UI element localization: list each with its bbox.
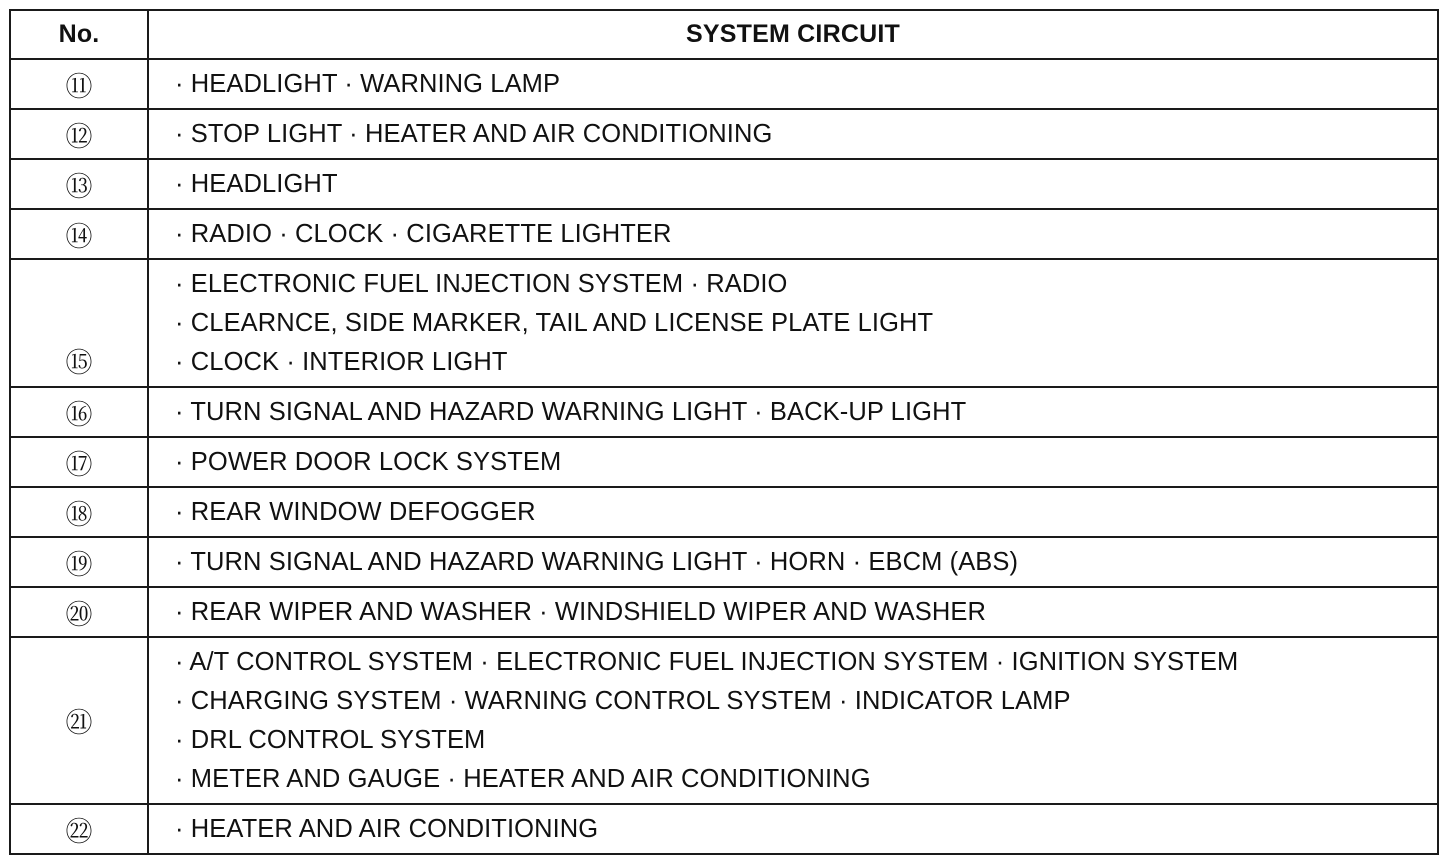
row-number: ⑬ [10, 159, 148, 209]
circuit-line: · TURN SIGNAL AND HAZARD WARNING LIGHT · HORN · EBCM (ABS) [175, 547, 1019, 576]
header-system-circuit: SYSTEM CIRCUIT [148, 10, 1438, 59]
table-row [10, 59, 1438, 109]
row-circuits [148, 487, 1438, 537]
row-number: ⑳ [10, 587, 148, 637]
row-number: ⑯ [10, 387, 148, 437]
circuit-line: · HEADLIGHT · WARNING LAMP [175, 69, 561, 98]
row-circuits [148, 159, 1438, 209]
header-no: No. [10, 10, 148, 59]
row-circuits [148, 109, 1438, 159]
circuit-line: · ELECTRONIC FUEL INJECTION SYSTEM · RADIO [175, 270, 788, 298]
table-header-row [10, 10, 1438, 59]
row-number: ⑭ [10, 209, 148, 259]
row-circuits [148, 59, 1438, 109]
system-circuit-table [9, 9, 1439, 855]
row-number: ㉑ [10, 637, 148, 804]
circuit-line: · REAR WIPER AND WASHER · WINDSHIELD WIPER AND WASHER [175, 597, 986, 626]
row-circuits [148, 637, 1438, 804]
circuit-line: · HEADLIGHT [175, 169, 338, 198]
circuit-line: · HEATER AND AIR CONDITIONING [175, 814, 599, 843]
table-row [10, 537, 1438, 587]
row-circuits [148, 537, 1438, 587]
row-circuits [148, 387, 1438, 437]
row-number: ⑮ [10, 259, 148, 387]
row-number: ⑫ [10, 109, 148, 159]
circuit-line: · STOP LIGHT · HEATER AND AIR CONDITIONING [175, 119, 773, 148]
row-number: ⑰ [10, 437, 148, 487]
circuit-line: · DRL CONTROL SYSTEM [175, 726, 486, 754]
circuit-line: · CLEARNCE, SIDE MARKER, TAIL AND LICENSE PLATE LIGHT [175, 309, 934, 337]
circuit-line: · TURN SIGNAL AND HAZARD WARNING LIGHT · BACK-UP LIGHT [175, 397, 967, 426]
table-row [10, 209, 1438, 259]
circuit-line: · CLOCK · INTERIOR LIGHT [175, 348, 508, 376]
table-row [10, 637, 1438, 804]
circuit-line: · POWER DOOR LOCK SYSTEM [175, 447, 562, 476]
table-row [10, 387, 1438, 437]
row-circuits [148, 259, 1438, 387]
circuit-line: · METER AND GAUGE · HEATER AND AIR CONDITIONING [175, 765, 871, 793]
table-row [10, 804, 1438, 854]
table-row [10, 159, 1438, 209]
circuit-line: · REAR WINDOW DEFOGGER [175, 497, 536, 526]
row-circuits [148, 209, 1438, 259]
row-number: ⑱ [10, 487, 148, 537]
table-row [10, 437, 1438, 487]
row-circuits [148, 804, 1438, 854]
row-number: ㉒ [10, 804, 148, 854]
row-circuits [148, 587, 1438, 637]
table-row [10, 587, 1438, 637]
row-circuits [148, 437, 1438, 487]
row-number: ⑲ [10, 537, 148, 587]
table-row [10, 487, 1438, 537]
table-row [10, 109, 1438, 159]
circuit-line: · CHARGING SYSTEM · WARNING CONTROL SYSTEM · INDICATOR LAMP [175, 687, 1071, 715]
row-number: ⑪ [10, 59, 148, 109]
circuit-line: · RADIO · CLOCK · CIGARETTE LIGHTER [175, 219, 672, 248]
circuit-line: · A/T CONTROL SYSTEM · ELECTRONIC FUEL INJECTION SYSTEM · IGNITION SYSTEM [175, 648, 1239, 676]
table-row [10, 259, 1438, 387]
